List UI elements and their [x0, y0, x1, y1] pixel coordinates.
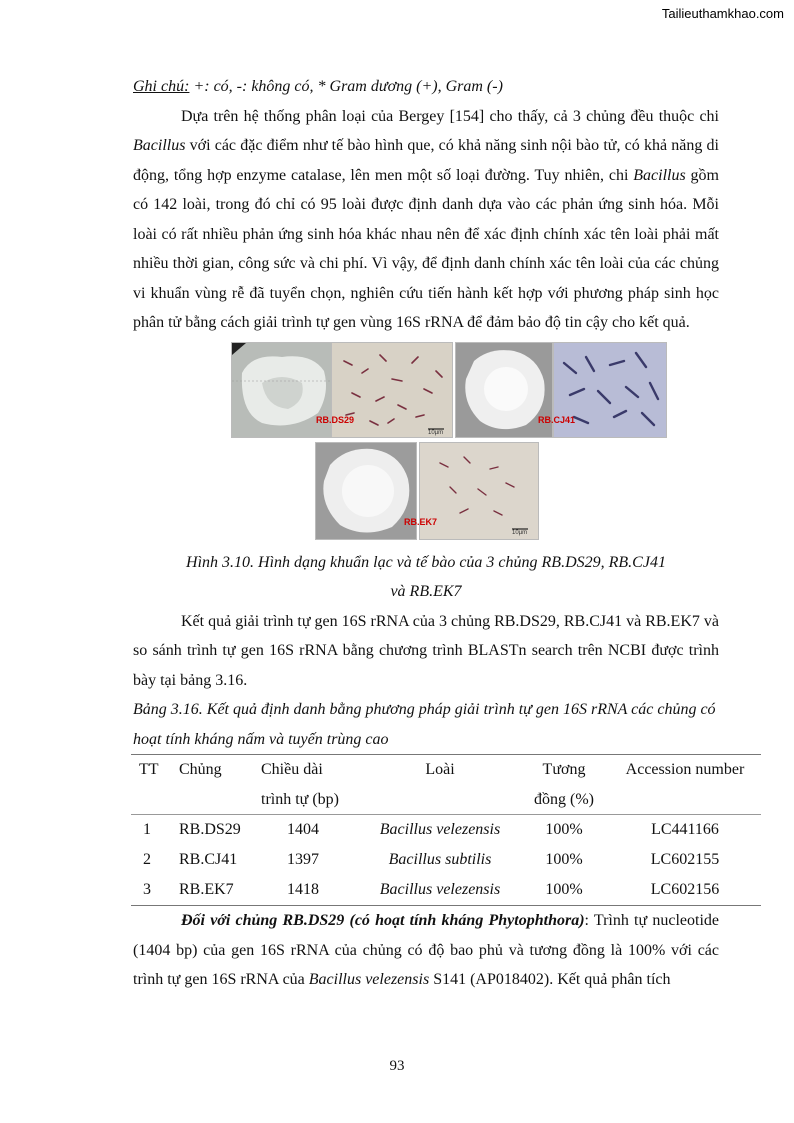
header-tt: TT [131, 755, 179, 815]
scale-label-ek7: 10µm [512, 529, 528, 536]
note-label: Ghi chú: [133, 78, 190, 95]
figure-caption: Hình 3.10. Hình dạng khuẩn lạc và tế bào của 3 chủng RB.DS29, RB.CJ41 và RB.EK7 [186, 553, 666, 600]
table-row: 2 RB.CJ41 1397 Bacillus subtilis 100% LC602155 [143, 851, 720, 869]
cell-image-ek7 [404, 442, 539, 540]
label-cj41: RB.CJ41 [538, 415, 576, 425]
cell-image-cj41 [538, 342, 667, 438]
label-ek7: RB.EK7 [404, 517, 438, 527]
colony-ek7-graphic [316, 443, 416, 539]
page-number: 93 [389, 1058, 405, 1074]
page-body [133, 72, 745, 995]
table-note [133, 72, 719, 102]
scale-label-ds29: 10µm [428, 429, 444, 436]
header-length: Chiều dài trình tự (bp) [261, 755, 361, 815]
identification-table [131, 754, 761, 906]
paragraph-results: Kết quả giải trình tự gen 16S rRNA của 3 chủng RB.DS29, RB.CJ41 và RB.EK7 và so sánh trình tự gen 16S rRNA bằng chương trình BLASTn search trên NCBI được trình bày tại bảng 3.16. [133, 612, 719, 689]
colony-image-ek7 [315, 442, 417, 540]
header-accession: Accession number [609, 755, 761, 815]
label-ds29: RB.DS29 [316, 415, 355, 425]
figure-colonies-cells [231, 342, 671, 540]
table-header-row [131, 755, 761, 815]
watermark: Tailieuthamkhao.com [661, 6, 784, 21]
paragraph-ds29: Đối với chủng RB.DS29 (có hoạt tính kháng Phytophthora): Trình tự nucleotide (1404 bp) của gen 16S rRNA của chủng có độ bao phủ và tương đồng là 100% với các trình tự gen 16S rRNA của Bacillus velezensis S141 (AP018402). Kết quả phân tích [133, 912, 720, 988]
table-row: 1 RB.DS29 1404 Bacillus velezensis 100% LC441166 [131, 815, 761, 846]
table-caption: Bảng 3.16. Kết quả định danh bằng phương pháp giải trình tự gen 16S rRNA các chủng có hoạt tính kháng nấm và tuyến trùng cao [133, 701, 716, 748]
cell-image-ds29 [316, 342, 453, 438]
header-strain: Chủng [179, 755, 261, 815]
header-identity: Tương đồng (%) [519, 755, 609, 815]
paragraph-classification: Dựa trên hệ thống phân loại của Bergey [154] cho thấy, cả 3 chủng đều thuộc chi Bacillus với các đặc điểm như tế bào hình que, có khả năng sinh nội bào tử, có khả năng di động, tổng hợp enzyme catalase, lên men một số loại đường. Tuy nhiên, chi Bacillus gồm có 142 loài, trong đó chỉ có 95 loài được định danh dựa vào các phản ứng sinh hóa. Mỗi loài có rất nhiều phản ứng sinh hóa khác nhau nên để xác định chính xác tên loài phải mất nhiều thời gian, công sức và chi phí. Vì vậy, để định danh chính xác tên loài của các chủng vi khuẩn vùng rễ đã tuyển chọn, nghiên cứu tiến hành kết hợp với phương pháp sinh học phân tử bằng cách giải trình tự gen vùng 16S rRNA để đảm bảo độ tin cậy cho kết quả. [133, 107, 719, 331]
table-row: 3 RB.EK7 1418 Bacillus velezensis 100% LC602156 [131, 875, 761, 906]
note-text: +: có, -: không có, * Gram dương (+), Gram (-) [189, 78, 503, 95]
header-species: Loài [361, 755, 519, 815]
